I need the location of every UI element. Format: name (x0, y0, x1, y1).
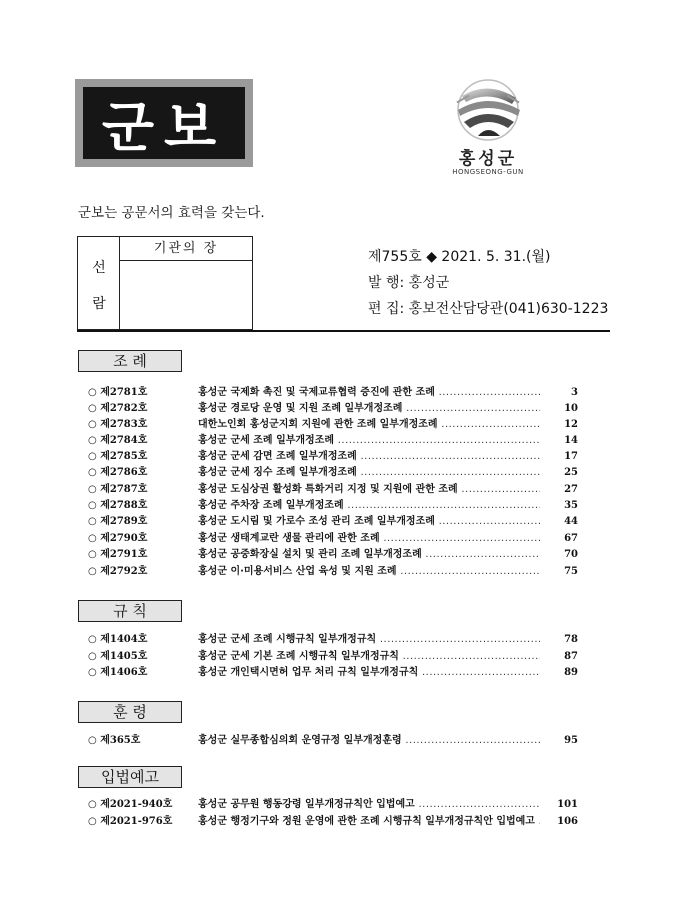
toc-page: 78 (564, 634, 578, 645)
toc-number: ○ 제2021-940호 (88, 799, 173, 810)
toc-row[interactable] (88, 733, 578, 749)
toc-page: 10 (564, 403, 578, 414)
toc-title: 대한노인회 홍성군지회 지원에 관한 조례 일부개정조례 ..... (198, 417, 540, 433)
toc-row[interactable] (88, 514, 578, 530)
toc-number: ○ 제2790호 (88, 533, 148, 544)
toc-page: 35 (564, 500, 578, 511)
toc-number: ○ 제365호 (88, 735, 141, 746)
toc-row[interactable] (88, 649, 578, 665)
distribution-box (77, 236, 253, 330)
toc-title: 홍성군 도시림 및 가로수 조성 관리 조례 일부개정조례 ..... (198, 514, 540, 530)
toc-title: 홍성군 군세 징수 조례 일부개정조례 ..... (198, 465, 540, 481)
toc-row[interactable] (88, 401, 578, 417)
toc-page: 106 (557, 816, 578, 827)
toc-number: ○ 제2021-976호 (88, 816, 173, 827)
publication-title: 군보 (83, 87, 245, 159)
toc-number: ○ 제2786호 (88, 467, 148, 478)
toc-number: ○ 제2782호 (88, 403, 148, 414)
toc-title: 홍성군 행정기구와 정원 운영에 관한 조례 시행규칙 일부개정규칙안 입법예고 ..... (198, 814, 540, 830)
toc-number: ○ 제2785호 (88, 451, 148, 462)
toc-title: 홍성군 이·미용서비스 산업 육성 및 지원 조례 ..... (198, 564, 540, 580)
toc-number: ○ 제2781호 (88, 387, 148, 398)
toc-title: 홍성군 공무원 행동강령 일부개정규칙안 입법예고 ..... (198, 797, 540, 813)
toc-number: ○ 제1404호 (88, 634, 148, 645)
toc-row[interactable] (88, 465, 578, 481)
toc-row[interactable] (88, 665, 578, 681)
toc-title: 홍성군 개인택시면허 업무 처리 규칙 일부개정규칙 ..... (198, 665, 540, 681)
toc-number: ○ 제2784호 (88, 435, 148, 446)
toc-page: 3 (571, 387, 578, 398)
toc-title: 홍성군 군세 조례 일부개정조례 ..... (198, 433, 540, 449)
toc-number: ○ 제2788호 (88, 500, 148, 511)
toc-page: 44 (564, 516, 578, 527)
toc-row[interactable] (88, 433, 578, 449)
toc-row[interactable] (88, 531, 578, 547)
toc-page: 87 (564, 651, 578, 662)
distribution-label-column (78, 237, 120, 329)
toc-page: 17 (564, 451, 578, 462)
section-heading-directives: 훈 령 (78, 701, 182, 723)
distribution-head: 기관의 장 (120, 237, 252, 261)
toc-page: 12 (564, 419, 578, 430)
header-divider (77, 330, 610, 332)
toc-page: 14 (564, 435, 578, 446)
toc-number: ○ 제2787호 (88, 484, 148, 495)
toc-title: 홍성군 실무종합심의회 운영규정 일부개정훈령 ..... (198, 733, 540, 749)
publication-title-box (75, 79, 253, 167)
toc-row[interactable] (88, 797, 578, 813)
toc-row[interactable] (88, 385, 578, 401)
toc-row[interactable] (88, 417, 578, 433)
logo-county-name: 홍성군 (458, 149, 518, 169)
toc-title: 홍성군 공중화장실 설치 및 관리 조례 일부개정조례 ..... (198, 547, 540, 563)
toc-number: ○ 제1405호 (88, 651, 148, 662)
toc-page: 101 (557, 799, 578, 810)
toc-row[interactable] (88, 814, 578, 830)
toc-page: 75 (564, 566, 578, 577)
toc-number: ○ 제2792호 (88, 566, 148, 577)
toc-page: 70 (564, 549, 578, 560)
toc-title: 홍성군 군세 조례 시행규칙 일부개정규칙 ..... (198, 632, 540, 648)
toc-row[interactable] (88, 498, 578, 514)
distribution-label-bottom: 람 (92, 296, 106, 312)
logo-county-name-en: HONGSEONG-GUN (452, 168, 524, 176)
distribution-label-top: 선 (92, 260, 106, 276)
toc-title: 홍성군 군세 감면 조례 일부개정조례 ..... (198, 449, 540, 465)
legal-notice: 군보는 공문서의 효력을 갖는다. (78, 205, 265, 221)
toc-row[interactable] (88, 632, 578, 648)
toc-row[interactable] (88, 547, 578, 563)
toc-page: 67 (564, 533, 578, 544)
toc-row[interactable] (88, 449, 578, 465)
issue-line: 제755호 ◆ 2021. 5. 31.(월) (368, 249, 551, 265)
toc-title: 홍성군 도심상권 활성화 특화거리 지정 및 지원에 관한 조례 ..... (198, 482, 540, 498)
toc-page: 95 (564, 735, 578, 746)
toc-page: 89 (564, 667, 578, 678)
toc-title: 홍성군 주차장 조례 일부개정조례 ..... (198, 498, 540, 514)
toc-page: 25 (564, 467, 578, 478)
toc-row[interactable] (88, 482, 578, 498)
section-heading-ordinances: 조 례 (78, 350, 182, 372)
editor-line: 편 집: 홍보전산담당관(041)630-1223 (368, 301, 609, 317)
toc-number: ○ 제1406호 (88, 667, 148, 678)
county-logo (438, 76, 538, 188)
toc-number: ○ 제2789호 (88, 516, 148, 527)
toc-title: 홍성군 경로당 운영 및 지원 조례 일부개정조례 ..... (198, 401, 540, 417)
toc-title: 홍성군 생태계교란 생물 관리에 관한 조례 ..... (198, 531, 540, 547)
toc-number: ○ 제2791호 (88, 549, 148, 560)
hongseong-emblem-icon (438, 76, 538, 144)
toc-title: 홍성군 국제화 촉진 및 국제교류협력 증진에 관한 조례 ..... (198, 385, 540, 401)
toc-row[interactable] (88, 564, 578, 580)
toc-number: ○ 제2783호 (88, 419, 148, 430)
section-heading-rules: 규 칙 (78, 600, 182, 622)
section-heading-legislative-notice: 입법예고 (78, 766, 182, 788)
toc-page: 27 (564, 484, 578, 495)
toc-title: 홍성군 군세 기본 조례 시행규칙 일부개정규칙 ..... (198, 649, 540, 665)
publisher-line: 발 행: 홍성군 (368, 275, 450, 291)
